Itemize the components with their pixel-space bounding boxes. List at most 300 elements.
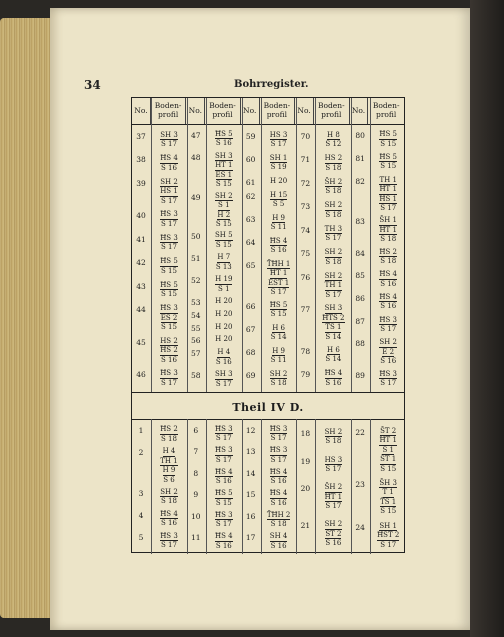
header-no: No. bbox=[241, 98, 260, 124]
soil-profile bbox=[371, 316, 405, 335]
profile-layer: HS 3 bbox=[269, 130, 288, 139]
profile-layer: S 17 bbox=[215, 379, 232, 388]
soil-profile bbox=[207, 425, 241, 444]
profile-layer: SH 2 bbox=[160, 177, 178, 186]
bore-number: 42 bbox=[136, 258, 146, 268]
profile-layer: S 18 bbox=[325, 257, 342, 266]
profile-layer: SH 5 bbox=[215, 231, 233, 240]
soil-profile bbox=[152, 210, 186, 229]
soil-profile bbox=[152, 447, 186, 485]
soil-profile bbox=[371, 130, 405, 149]
profile-layer: S 18 bbox=[325, 187, 342, 196]
profile-layer: ĦS 3 bbox=[160, 369, 178, 378]
soil-profile bbox=[152, 369, 186, 388]
bore-number: 60 bbox=[245, 154, 256, 164]
header-bodenprofil: Boden- profil bbox=[260, 98, 296, 124]
profile-layer: S̄H 2 bbox=[324, 483, 343, 492]
profile-layer: E 2 bbox=[382, 347, 395, 356]
soil-profile bbox=[316, 272, 350, 300]
profile-layer: ĦS 4 bbox=[269, 236, 288, 245]
soil-profile bbox=[262, 532, 296, 551]
profile-layer: S̄T 2 bbox=[380, 426, 397, 435]
profile-layer: S 1 bbox=[382, 445, 394, 454]
page-number: 34 bbox=[84, 78, 101, 92]
section-divider-bottom bbox=[132, 419, 404, 420]
soil-profile bbox=[207, 297, 241, 306]
bore-number: 80 bbox=[355, 131, 365, 141]
profile-layer: S 11 bbox=[270, 356, 287, 364]
bore-number: 20 bbox=[300, 484, 311, 494]
soil-profile bbox=[262, 468, 296, 487]
profile-layer: ĦS 3 bbox=[269, 446, 288, 455]
soil-profile bbox=[207, 253, 241, 272]
bore-number: 11 bbox=[191, 533, 201, 543]
soil-profile bbox=[316, 520, 350, 548]
bore-number: 72 bbox=[300, 178, 311, 188]
profile-layer: T̄ĦH 2 bbox=[266, 510, 291, 519]
bore-number: 5 bbox=[138, 532, 144, 542]
bore-number: 77 bbox=[300, 305, 311, 315]
profile-layer: H 7 bbox=[217, 253, 231, 262]
soil-profile bbox=[371, 370, 405, 389]
soil-profile bbox=[262, 425, 296, 444]
bore-register-table bbox=[131, 97, 405, 553]
soil-profile bbox=[152, 425, 186, 444]
soil-profile bbox=[262, 214, 296, 233]
profile-layer: S 15 bbox=[380, 162, 397, 171]
soil-profile bbox=[262, 177, 296, 186]
soil-profile bbox=[207, 468, 241, 487]
soil-profile bbox=[316, 201, 350, 220]
bore-number: 70 bbox=[300, 131, 311, 141]
profile-layer: H 6 bbox=[272, 323, 285, 332]
profile-layer: H 20 bbox=[215, 296, 233, 305]
profile-layer: S 16 bbox=[161, 519, 177, 528]
profile-layer: S 15 bbox=[215, 180, 232, 189]
profile-layer: S 16 bbox=[270, 477, 287, 486]
soil-profile bbox=[152, 337, 186, 365]
bore-number: 65 bbox=[245, 260, 256, 270]
profile-layer: SH 2 bbox=[324, 201, 343, 210]
profile-layer: S̄H 3 bbox=[379, 478, 397, 487]
profile-layer: TH 1 bbox=[324, 281, 343, 290]
book-spine bbox=[470, 0, 504, 637]
profile-layer: ĦS 2 bbox=[160, 346, 178, 355]
profile-layer: T 1 bbox=[382, 488, 394, 496]
profile-layer: S 17 bbox=[161, 243, 177, 252]
profile-layer: ĦT 1 bbox=[379, 225, 397, 234]
bore-number: 84 bbox=[355, 248, 365, 258]
profile-layer: ES 2 bbox=[160, 313, 178, 322]
profile-layer: S̄H 2 bbox=[324, 177, 343, 186]
bore-number: 47 bbox=[191, 130, 201, 140]
profile-layer: SH 2 bbox=[324, 520, 343, 529]
bore-number: 38 bbox=[136, 155, 146, 165]
profile-layer: ĦS 5 bbox=[160, 257, 178, 266]
soil-profile bbox=[152, 532, 186, 551]
soil-profile bbox=[152, 281, 186, 300]
bore-number: 50 bbox=[191, 232, 201, 242]
bore-number: 39 bbox=[136, 178, 146, 188]
profile-layer: S 17 bbox=[161, 378, 177, 387]
bore-number: 71 bbox=[300, 155, 311, 165]
bore-number: 73 bbox=[300, 202, 311, 212]
profile-layer: S 16 bbox=[325, 539, 342, 548]
profile-layer: SH 2 bbox=[324, 271, 343, 280]
soil-profile bbox=[207, 275, 241, 294]
profile-layer: ĦS 5 bbox=[215, 129, 233, 138]
soil-profile bbox=[207, 130, 241, 149]
profile-layer: S 17 bbox=[325, 290, 342, 299]
profile-layer: S 16 bbox=[325, 378, 342, 387]
profile-layer: ĦT 1 bbox=[379, 436, 397, 444]
header-no: No. bbox=[350, 98, 369, 124]
bore-number: 13 bbox=[245, 447, 256, 457]
bore-number: 37 bbox=[136, 131, 146, 141]
soil-profile bbox=[371, 338, 405, 366]
header-no: No. bbox=[132, 98, 151, 124]
profile-layer: S 17 bbox=[270, 455, 287, 464]
profile-layer: S 15 bbox=[215, 240, 232, 249]
profile-layer: H 9 bbox=[272, 346, 285, 355]
profile-layer: ĦS 4 bbox=[269, 467, 288, 476]
soil-profile bbox=[371, 270, 405, 289]
profile-layer: HT 1 bbox=[215, 161, 233, 170]
profile-layer: TH 1 bbox=[160, 456, 178, 465]
bore-number: 14 bbox=[245, 468, 256, 478]
bore-number: 12 bbox=[245, 425, 256, 435]
soil-profile bbox=[152, 154, 186, 173]
bore-number: 83 bbox=[355, 217, 365, 227]
profile-layer: S 18 bbox=[270, 379, 287, 387]
profile-layer: SH 3 bbox=[324, 304, 343, 313]
profile-layer: S 18 bbox=[270, 520, 287, 529]
profile-layer: S̄H 1 bbox=[379, 216, 397, 225]
profile-layer: ĦT 1 bbox=[269, 269, 288, 277]
profile-layer: ĦS 3 bbox=[269, 424, 288, 433]
profile-layer: S 5 bbox=[272, 200, 285, 208]
soil-profile bbox=[207, 532, 241, 551]
profile-layer: ĦS 4 bbox=[324, 369, 343, 378]
soil-profile bbox=[152, 304, 186, 332]
profile-layer: SH 2 bbox=[379, 338, 397, 347]
profile-layer: H 6 bbox=[326, 345, 340, 354]
profile-layer: S 15 bbox=[270, 310, 287, 318]
soil-profile bbox=[152, 131, 186, 150]
profile-layer: ĦS 3 bbox=[160, 304, 178, 313]
bore-number: 48 bbox=[191, 152, 201, 162]
bore-number: 21 bbox=[300, 521, 311, 531]
profile-layer: ĦS 5 bbox=[379, 152, 397, 161]
profile-layer: S 14 bbox=[325, 332, 342, 341]
bore-number: 85 bbox=[355, 271, 365, 281]
profile-layer: ĦT 1 bbox=[324, 492, 343, 501]
bore-number: 16 bbox=[245, 511, 256, 521]
header-bodenprofil: Boden- profil bbox=[205, 98, 241, 124]
profile-layer: S 17 bbox=[380, 204, 397, 212]
soil-profile bbox=[262, 260, 296, 298]
profile-layer: S 15 bbox=[161, 290, 177, 299]
bore-number: 49 bbox=[191, 192, 201, 202]
profile-layer: ĦS 5 bbox=[269, 300, 288, 309]
soil-profile bbox=[371, 176, 405, 214]
bore-number: 69 bbox=[245, 370, 256, 380]
profile-layer: SH 2 bbox=[160, 487, 178, 496]
profile-layer: ĦS 1 bbox=[379, 194, 397, 203]
soil-profile bbox=[207, 489, 241, 508]
profile-layer: H 8 bbox=[326, 130, 340, 139]
profile-layer: SH 1 bbox=[379, 521, 397, 530]
bore-number: 41 bbox=[136, 234, 146, 244]
soil-profile bbox=[371, 427, 405, 474]
soil-profile bbox=[207, 511, 241, 530]
soil-profile bbox=[262, 489, 296, 508]
profile-layer: S 17 bbox=[325, 502, 342, 511]
soil-profile bbox=[262, 324, 296, 343]
soil-profile bbox=[371, 216, 405, 244]
bore-number: 89 bbox=[355, 370, 365, 380]
soil-profile bbox=[262, 370, 296, 389]
bore-number: 82 bbox=[355, 176, 365, 186]
soil-profile bbox=[262, 301, 296, 320]
bore-number: 88 bbox=[355, 339, 365, 349]
profile-layer: H 4 bbox=[162, 447, 176, 456]
profile-layer: S 17 bbox=[325, 234, 342, 243]
profile-layer: ĦS 2 bbox=[379, 247, 397, 256]
bore-number: 64 bbox=[245, 237, 256, 247]
header-bodenprofil: Boden- profil bbox=[372, 101, 400, 119]
profile-layer: H 20 bbox=[215, 335, 233, 344]
soil-profile bbox=[152, 178, 186, 206]
profile-layer: SH 4 bbox=[269, 532, 288, 541]
soil-profile bbox=[262, 154, 296, 173]
profile-layer: HS 3 bbox=[324, 455, 343, 464]
bore-number: 58 bbox=[191, 371, 201, 381]
profile-layer: S 15 bbox=[380, 464, 397, 473]
profile-layer: S 16 bbox=[215, 139, 232, 148]
bore-number: 52 bbox=[191, 276, 201, 286]
profile-layer: HS 2 bbox=[160, 336, 178, 345]
profile-layer: ĦS 5 bbox=[215, 489, 233, 498]
profile-layer: ĦS 5 bbox=[379, 130, 397, 139]
profile-layer: SH 3 bbox=[160, 130, 178, 139]
profile-layer: S 15 bbox=[215, 220, 232, 229]
bore-number: 86 bbox=[355, 293, 365, 303]
profile-layer: S 16 bbox=[270, 498, 287, 507]
profile-layer: H 20 bbox=[215, 322, 233, 331]
profile-layer: S 16 bbox=[161, 355, 177, 364]
profile-layer: ĦS 4 bbox=[379, 292, 397, 301]
section-title: Theil IV D. bbox=[232, 401, 304, 414]
profile-layer: ĦS 4 bbox=[160, 154, 178, 163]
header-bodenprofil: Boden- profil bbox=[314, 98, 350, 124]
soil-profile bbox=[152, 488, 186, 507]
profile-layer: S 17 bbox=[161, 196, 177, 205]
profile-layer: S 12 bbox=[325, 140, 342, 149]
soil-profile bbox=[207, 231, 241, 250]
bore-number: 10 bbox=[191, 511, 201, 521]
profile-layer: S 15 bbox=[161, 266, 177, 275]
bore-number: 9 bbox=[193, 490, 199, 500]
soil-profile bbox=[316, 225, 350, 244]
profile-layer: H 9 bbox=[162, 466, 176, 475]
profile-layer: S 17 bbox=[215, 455, 232, 464]
bore-number: 15 bbox=[245, 490, 256, 500]
bore-number: 7 bbox=[193, 447, 199, 457]
profile-layer: SH 1 bbox=[269, 153, 288, 162]
profile-layer: ĦS 3 bbox=[379, 369, 397, 378]
profile-layer: S 17 bbox=[161, 541, 177, 550]
profile-layer: S 17 bbox=[270, 288, 287, 296]
profile-layer: HS 2 bbox=[324, 154, 343, 163]
soil-profile bbox=[316, 248, 350, 267]
bore-number: 6 bbox=[193, 425, 199, 435]
bore-number: 22 bbox=[355, 427, 365, 437]
bore-number: 51 bbox=[191, 254, 201, 264]
profile-layer: H 15 bbox=[269, 190, 288, 199]
profile-layer: S 17 bbox=[215, 434, 232, 443]
profile-layer: S̄T 2 bbox=[325, 529, 342, 538]
bore-number: 54 bbox=[191, 310, 201, 320]
profile-layer: S 17 bbox=[270, 140, 287, 148]
section-divider-top bbox=[132, 392, 404, 393]
bore-number: 17 bbox=[245, 533, 256, 543]
soil-profile bbox=[207, 152, 241, 190]
soil-profile bbox=[316, 456, 350, 475]
profile-layer: ĦS 3 bbox=[215, 446, 233, 455]
bore-number: 8 bbox=[193, 468, 199, 478]
profile-layer: ES 1 bbox=[215, 170, 233, 179]
profile-layer: ĦS 4 bbox=[379, 270, 397, 279]
profile-layer: S 17 bbox=[380, 325, 397, 333]
soil-profile bbox=[316, 178, 350, 197]
profile-layer: S 18 bbox=[380, 235, 397, 244]
running-title: Bohrregister. bbox=[234, 79, 309, 90]
profile-layer: H 2 bbox=[217, 210, 231, 219]
profile-layer: S 16 bbox=[380, 357, 397, 366]
profile-layer: S̄T 1 bbox=[380, 455, 397, 463]
profile-layer: S 15 bbox=[161, 323, 177, 332]
profile-layer: S 16 bbox=[215, 357, 232, 366]
profile-layer: ĦS 3 bbox=[160, 210, 178, 219]
bore-number: 56 bbox=[191, 336, 201, 346]
profile-layer: TH 3 bbox=[324, 224, 343, 233]
profile-layer: S 16 bbox=[215, 541, 232, 550]
profile-layer: S 16 bbox=[380, 302, 397, 311]
bore-number: 63 bbox=[245, 214, 256, 224]
bore-number: 46 bbox=[136, 370, 146, 380]
profile-layer: ĦS 4 bbox=[215, 467, 233, 476]
bore-number: 75 bbox=[300, 249, 311, 259]
profile-layer: ĦT 1 bbox=[379, 185, 397, 193]
soil-profile bbox=[316, 346, 350, 365]
profile-layer: ĦS 4 bbox=[215, 532, 233, 541]
bore-number: 78 bbox=[300, 346, 311, 356]
bore-number: 57 bbox=[191, 349, 201, 359]
profile-layer: ĦS 4 bbox=[269, 489, 288, 498]
profile-layer: H 19 bbox=[215, 275, 233, 284]
profile-layer: S 6 bbox=[163, 475, 175, 484]
profile-layer: S 17 bbox=[161, 219, 177, 228]
profile-layer: S 16 bbox=[270, 541, 287, 550]
bore-number: 23 bbox=[355, 479, 365, 489]
profile-layer: S 15 bbox=[380, 139, 397, 148]
profile-layer: ĦS 3 bbox=[160, 531, 178, 540]
soil-profile bbox=[262, 511, 296, 530]
soil-profile bbox=[371, 479, 405, 517]
soil-profile bbox=[262, 131, 296, 150]
soil-profile bbox=[207, 323, 241, 332]
profile-layer: S 17 bbox=[325, 465, 342, 474]
bore-number: 67 bbox=[245, 324, 256, 334]
profile-layer: SH 2 bbox=[324, 427, 343, 436]
soil-profile bbox=[207, 446, 241, 465]
profile-layer: S 18 bbox=[380, 257, 397, 266]
profile-layer: TH 1 bbox=[379, 175, 397, 184]
bore-number: 87 bbox=[355, 316, 365, 326]
profile-layer: HS 1 bbox=[160, 187, 178, 196]
profile-layer: S 11 bbox=[270, 223, 287, 231]
soil-profile bbox=[207, 335, 241, 344]
soil-profile bbox=[207, 370, 241, 389]
soil-profile bbox=[371, 293, 405, 312]
profile-layer: S 15 bbox=[380, 507, 397, 515]
bore-number: 61 bbox=[245, 177, 256, 187]
profile-layer: S 16 bbox=[270, 246, 287, 254]
bore-number: 45 bbox=[136, 337, 146, 347]
profile-layer: ĦS 3 bbox=[379, 315, 397, 324]
soil-profile bbox=[152, 234, 186, 253]
profile-layer: S 18 bbox=[325, 163, 342, 172]
soil-profile bbox=[316, 369, 350, 388]
profile-layer: H 20 bbox=[269, 176, 288, 185]
soil-profile bbox=[152, 510, 186, 529]
profile-layer: S 19 bbox=[270, 163, 287, 171]
profile-layer: ĦT̄S 2 bbox=[322, 313, 345, 322]
profile-layer: ĦS 3 bbox=[215, 424, 233, 433]
profile-layer: SH 2 bbox=[215, 191, 233, 200]
book-page-edges bbox=[0, 18, 56, 618]
soil-profile bbox=[371, 522, 405, 550]
profile-layer: S 1 bbox=[218, 284, 230, 293]
bore-number: 68 bbox=[245, 347, 256, 357]
header-bodenprofil: Boden- profil bbox=[151, 98, 187, 124]
table-header bbox=[132, 98, 404, 125]
profile-layer: T̄S 1 bbox=[325, 323, 342, 332]
soil-profile bbox=[316, 131, 350, 150]
bore-number: 43 bbox=[136, 281, 146, 291]
soil-profile bbox=[152, 257, 186, 276]
profile-layer: ĦS 2 bbox=[160, 425, 178, 434]
soil-profile bbox=[316, 428, 350, 447]
profile-layer: S 1 bbox=[218, 201, 230, 210]
soil-profile bbox=[262, 446, 296, 465]
profile-layer: S 18 bbox=[325, 210, 342, 219]
profile-layer: S 17 bbox=[270, 434, 287, 443]
header-no: No. bbox=[295, 98, 314, 124]
bore-number: 24 bbox=[355, 522, 365, 532]
soil-profile bbox=[371, 153, 405, 172]
profile-layer: ĦS 3 bbox=[160, 233, 178, 242]
profile-layer: SH 3 bbox=[215, 370, 233, 379]
profile-layer: ĦS̄T 2 bbox=[377, 531, 400, 539]
soil-profile bbox=[262, 347, 296, 366]
profile-layer: S 16 bbox=[380, 279, 397, 288]
profile-layer: SH 2 bbox=[324, 248, 343, 257]
soil-profile bbox=[316, 483, 350, 511]
soil-profile bbox=[262, 237, 296, 256]
soil-profile bbox=[262, 191, 296, 210]
